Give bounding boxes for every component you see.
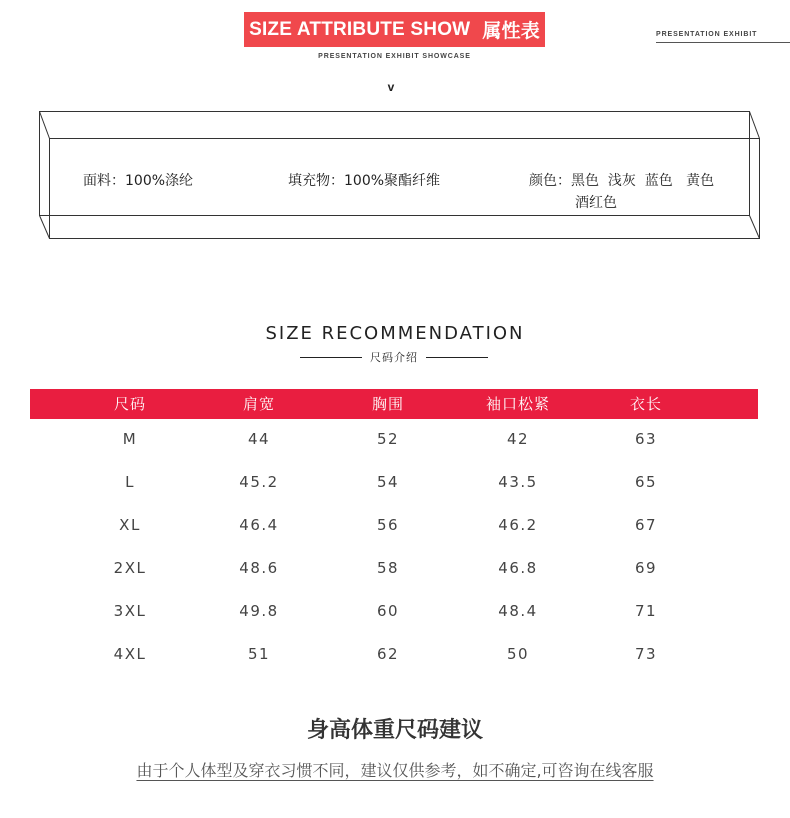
table-cell: 73 — [634, 645, 658, 663]
col-header-length: 衣长 — [629, 395, 662, 413]
table-cell: 46.4 — [239, 516, 279, 534]
col-header-cuff: 袖口松紧 — [485, 395, 550, 413]
disclaimer-text: 由于个人体型及穿衣习惯不同，建议仅供参考，如不确定,可咨询在线客服 — [136, 761, 654, 780]
attribute-filling: 填充物：100%聚酯纤维 — [288, 173, 441, 189]
chevron-down-icon: v — [387, 80, 395, 94]
table-cell: 43.5 — [498, 473, 538, 491]
size-section-subtitle-text: 尺码介绍 — [370, 351, 418, 364]
table-cell: 69 — [634, 559, 658, 577]
table-cell: 44 — [247, 430, 271, 448]
table-cell: 71 — [634, 602, 658, 620]
table-cell: XL — [119, 516, 141, 534]
table-row — [30, 548, 758, 591]
table-cell: 42 — [506, 430, 530, 448]
table-row — [30, 591, 758, 634]
table-cell: M — [122, 430, 138, 448]
table-cell: 65 — [634, 473, 658, 491]
table-cell: 46.8 — [498, 559, 538, 577]
size-table-header — [30, 389, 758, 419]
table-cell: 3XL — [113, 602, 147, 620]
size-section-title: SIZE RECOMMENDATION — [265, 323, 525, 344]
table-cell: 51 — [247, 645, 271, 663]
attribute-fabric: 面料：100%涤纶 — [83, 173, 194, 189]
table-cell: 4XL — [113, 645, 147, 663]
table-cell: 67 — [634, 516, 658, 534]
banner-title-en: SIZE ATTRIBUTE SHOW — [249, 18, 471, 40]
table-cell: 58 — [376, 559, 400, 577]
col-header-chest: 胸围 — [371, 395, 404, 413]
col-header-shoulder: 肩宽 — [242, 395, 275, 413]
col-header-size: 尺码 — [113, 395, 146, 413]
attribute-color — [529, 170, 739, 214]
table-cell: 45.2 — [239, 473, 279, 491]
table-cell: 60 — [376, 602, 400, 620]
disclaimer — [0, 758, 790, 781]
corner-label: PRESENTATION EXHIBIT — [656, 31, 790, 43]
divider-left — [300, 357, 362, 358]
banner-subtitle: PRESENTATION EXHIBIT SHOWCASE — [318, 53, 471, 60]
table-cell: L — [125, 473, 135, 491]
table-cell: 50 — [506, 645, 530, 663]
table-cell: 49.8 — [239, 602, 279, 620]
height-weight-title: 身高体重尺码建议 — [306, 718, 483, 743]
table-row — [30, 634, 758, 677]
table-cell: 2XL — [113, 559, 147, 577]
table-cell: 62 — [376, 645, 400, 663]
table-row — [30, 462, 758, 505]
table-cell: 46.2 — [498, 516, 538, 534]
table-cell: 48.6 — [239, 559, 279, 577]
table-row — [30, 419, 758, 462]
attribute-color-label: 颜色： — [529, 173, 571, 189]
table-cell: 54 — [376, 473, 400, 491]
size-section-subtitle — [300, 349, 488, 365]
size-table-body — [30, 419, 758, 679]
table-cell: 63 — [634, 430, 658, 448]
divider-right — [426, 357, 488, 358]
attribute-color-values-2: 酒红色 — [575, 195, 617, 211]
banner-title-cn: 属性表 — [482, 21, 540, 42]
table-cell: 56 — [376, 516, 400, 534]
table-row — [30, 505, 758, 548]
table-cell: 48.4 — [498, 602, 538, 620]
attribute-box-frame — [0, 0, 790, 260]
table-cell: 52 — [376, 430, 400, 448]
attribute-color-values: 黑色 浅灰 蓝色 黄色 — [571, 173, 715, 189]
